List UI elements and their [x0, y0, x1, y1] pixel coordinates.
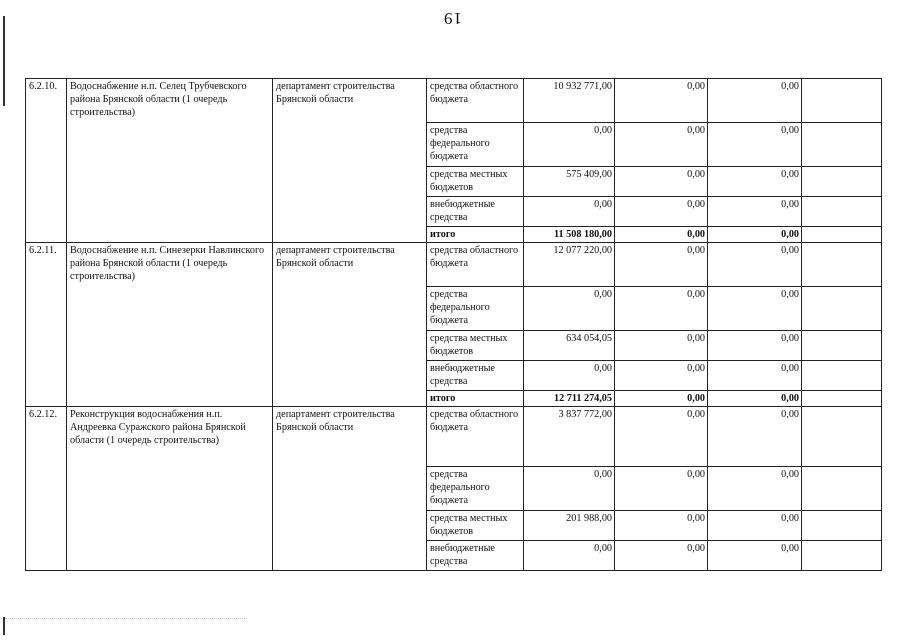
amount-cell-1: 0,00 — [524, 541, 615, 571]
amount-cell-4 — [802, 123, 882, 167]
amount-cell-4 — [802, 79, 882, 123]
funding-source: внебюджетные средства — [427, 197, 524, 227]
table-body — [26, 79, 882, 571]
funding-source: средства федерального бюджета — [427, 467, 524, 511]
table-row — [26, 243, 882, 287]
table-row — [26, 407, 882, 467]
amount-cell-3: 0,00 — [708, 467, 802, 511]
amount-cell-3: 0,00 — [708, 197, 802, 227]
amount-cell-2: 0,00 — [615, 391, 708, 407]
amount-cell-4 — [802, 227, 882, 243]
amount-cell-2: 0,00 — [615, 227, 708, 243]
amount-cell-4 — [802, 243, 882, 287]
amount-cell-2: 0,00 — [615, 243, 708, 287]
amount-cell-1: 3 837 772,00 — [524, 407, 615, 467]
amount-cell-4 — [802, 467, 882, 511]
amount-cell-1: 0,00 — [524, 361, 615, 391]
amount-cell-2: 0,00 — [615, 197, 708, 227]
funding-source: итого — [427, 391, 524, 407]
scan-artifact — [5, 618, 245, 623]
amount-cell-4 — [802, 287, 882, 331]
amount-cell-3: 0,00 — [708, 331, 802, 361]
amount-cell-3: 0,00 — [708, 511, 802, 541]
project-name: Водоснабжение н.п. Синезерки Навлинского района Брянской области (1 очередь строительства) — [67, 243, 273, 407]
amount-cell-3: 0,00 — [708, 167, 802, 197]
funding-source: средства областного бюджета — [427, 407, 524, 467]
amount-cell-2: 0,00 — [615, 467, 708, 511]
funding-source: средства областного бюджета — [427, 79, 524, 123]
amount-cell-1: 634 054,05 — [524, 331, 615, 361]
project-code: 6.2.10. — [26, 79, 67, 243]
amount-cell-4 — [802, 407, 882, 467]
amount-cell-1: 12 077 220,00 — [524, 243, 615, 287]
amount-cell-2: 0,00 — [615, 167, 708, 197]
funding-source: средства местных бюджетов — [427, 167, 524, 197]
amount-cell-3: 0,00 — [708, 361, 802, 391]
amount-cell-3: 0,00 — [708, 407, 802, 467]
amount-cell-1: 0,00 — [524, 197, 615, 227]
amount-cell-2: 0,00 — [615, 407, 708, 467]
table-row — [26, 79, 882, 123]
amount-cell-3: 0,00 — [708, 227, 802, 243]
amount-cell-3: 0,00 — [708, 79, 802, 123]
amount-cell-3: 0,00 — [708, 391, 802, 407]
funding-source: средства местных бюджетов — [427, 331, 524, 361]
amount-cell-3: 0,00 — [708, 123, 802, 167]
amount-cell-1: 201 988,00 — [524, 511, 615, 541]
funding-source: итого — [427, 227, 524, 243]
amount-cell-1: 575 409,00 — [524, 167, 615, 197]
funding-source: средства местных бюджетов — [427, 511, 524, 541]
project-name: Водоснабжение н.п. Селец Трубчевского района Брянской области (1 очередь строительства) — [67, 79, 273, 243]
project-code: 6.2.12. — [26, 407, 67, 571]
amount-cell-1: 0,00 — [524, 287, 615, 331]
amount-cell-4 — [802, 511, 882, 541]
funding-source: средства федерального бюджета — [427, 287, 524, 331]
project-code: 6.2.11. — [26, 243, 67, 407]
amount-cell-3: 0,00 — [708, 541, 802, 571]
funding-source: внебюджетные средства — [427, 361, 524, 391]
project-executor: департамент строительства Брянской области — [273, 79, 427, 243]
funding-source: средства федерального бюджета — [427, 123, 524, 167]
project-executor: департамент строительства Брянской области — [273, 243, 427, 407]
project-name: Реконструкция водоснабжения н.п. Андреевка Суражского района Брянской области (1 очередь строительства) — [67, 407, 273, 571]
amount-cell-2: 0,00 — [615, 123, 708, 167]
amount-cell-3: 0,00 — [708, 287, 802, 331]
amount-cell-1: 0,00 — [524, 467, 615, 511]
budget-table — [25, 78, 882, 571]
amount-cell-4 — [802, 541, 882, 571]
amount-cell-4 — [802, 167, 882, 197]
amount-cell-1: 12 711 274,05 — [524, 391, 615, 407]
scan-edge-line — [3, 16, 5, 106]
project-executor: департамент строительства Брянской области — [273, 407, 427, 571]
funding-source: средства областного бюджета — [427, 243, 524, 287]
amount-cell-1: 11 508 180,00 — [524, 227, 615, 243]
amount-cell-4 — [802, 197, 882, 227]
amount-cell-2: 0,00 — [615, 361, 708, 391]
amount-cell-2: 0,00 — [615, 287, 708, 331]
amount-cell-2: 0,00 — [615, 511, 708, 541]
amount-cell-1: 0,00 — [524, 123, 615, 167]
funding-source: внебюджетные средства — [427, 541, 524, 571]
amount-cell-4 — [802, 361, 882, 391]
amount-cell-4 — [802, 331, 882, 361]
amount-cell-2: 0,00 — [615, 79, 708, 123]
amount-cell-2: 0,00 — [615, 541, 708, 571]
amount-cell-1: 10 932 771,00 — [524, 79, 615, 123]
amount-cell-3: 0,00 — [708, 243, 802, 287]
amount-cell-2: 0,00 — [615, 331, 708, 361]
amount-cell-4 — [802, 391, 882, 407]
page-number: 19 — [443, 9, 462, 28]
